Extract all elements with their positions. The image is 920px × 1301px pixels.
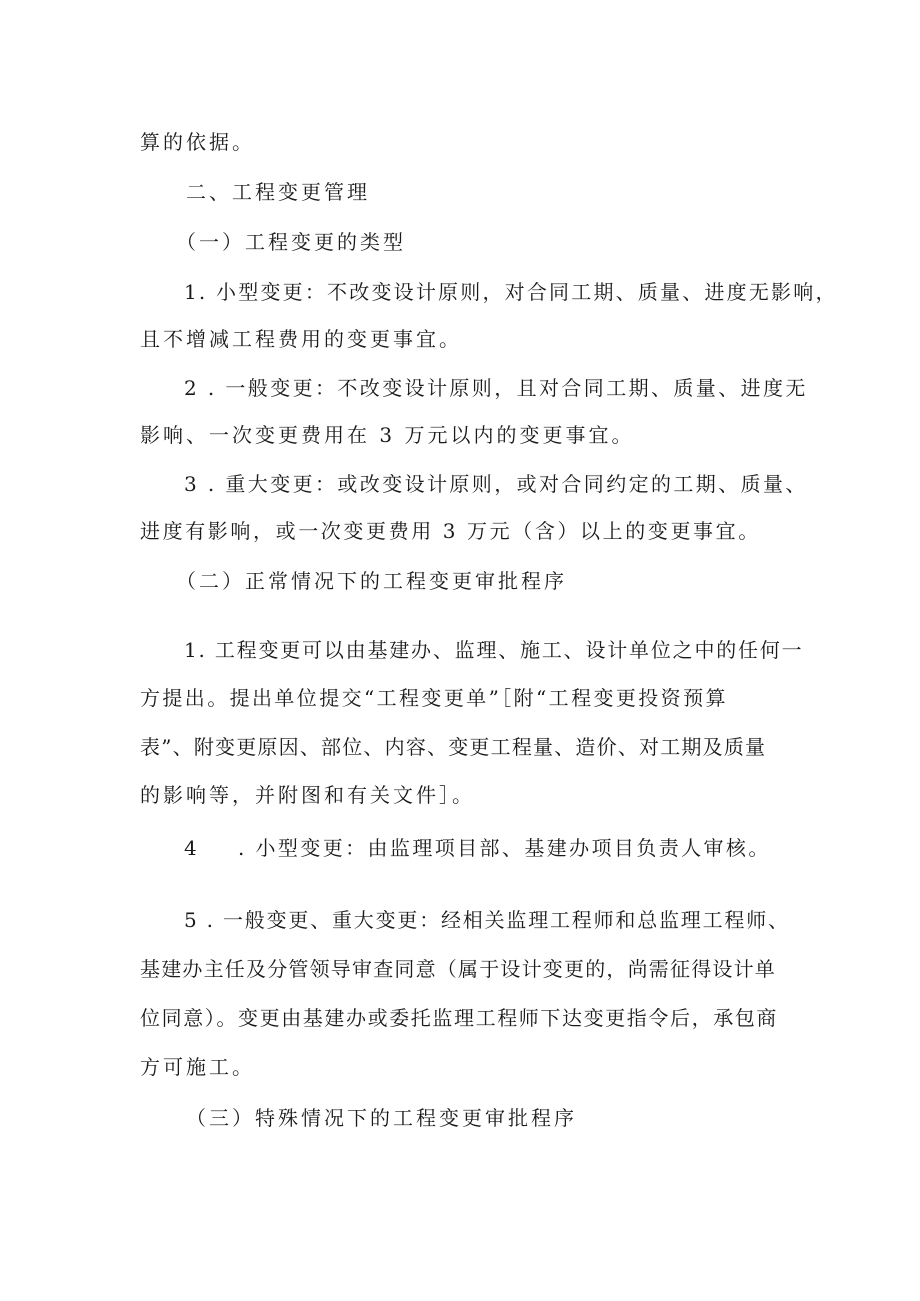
text-line: 位同意）。变更由基建办或委托监理工程师下达变更指令后，承包商 <box>140 1006 778 1030</box>
text-line: 且不增减工程费用的变更事宜。 <box>140 327 462 351</box>
text-line: . 小型变更：由监理项目部、基建办项目负责人审核。 <box>238 836 771 860</box>
text-line: 方可施工。 <box>140 1055 255 1079</box>
text-line: 3 . 重大变更：或改变设计原则，或对合同约定的工期、质量、 <box>184 472 808 496</box>
text-line: 表”、附变更原因、部位、内容、变更工程量、造价、对工期及质量 <box>140 735 767 759</box>
section-heading: 二、工程变更管理 <box>186 180 370 204</box>
text-line: 1. 小型变更：不改变设计原则，对合同工期、质量、进度无影响， <box>184 280 838 304</box>
text-line: 方提出。提出单位提交“工程变更单”［附“工程变更投资预算 <box>140 686 728 710</box>
text-line: 1. 工程变更可以由基建办、监理、施工、设计单位之中的任何一 <box>184 638 804 662</box>
text-line: 影响、一次变更费用在 3 万元以内的变更事宜。 <box>140 423 635 447</box>
list-number: 4 <box>184 836 200 860</box>
text-line: 基建办主任及分管领导审查同意（属于设计变更的，尚需征得设计单 <box>140 957 776 981</box>
text-line: 进度有影响，或一次变更费用 3 万元（含）以上的变更事宜。 <box>140 519 761 543</box>
text-line: 算的依据。 <box>140 130 255 154</box>
subsection-heading: （三）特殊情况下的工程变更审批程序 <box>186 1106 577 1130</box>
subsection-heading: （一）工程变更的类型 <box>176 230 406 254</box>
text-line: 2 . 一般变更：不改变设计原则，且对合同工期、质量、进度无 <box>184 376 808 400</box>
text-line: 5 . 一般变更、重大变更：经相关监理工程师和总监理工程师、 <box>184 908 790 932</box>
subsection-heading: （二）正常情况下的工程变更审批程序 <box>176 569 567 593</box>
text-line: 的影响等，并附图和有关文件］。 <box>140 783 475 807</box>
